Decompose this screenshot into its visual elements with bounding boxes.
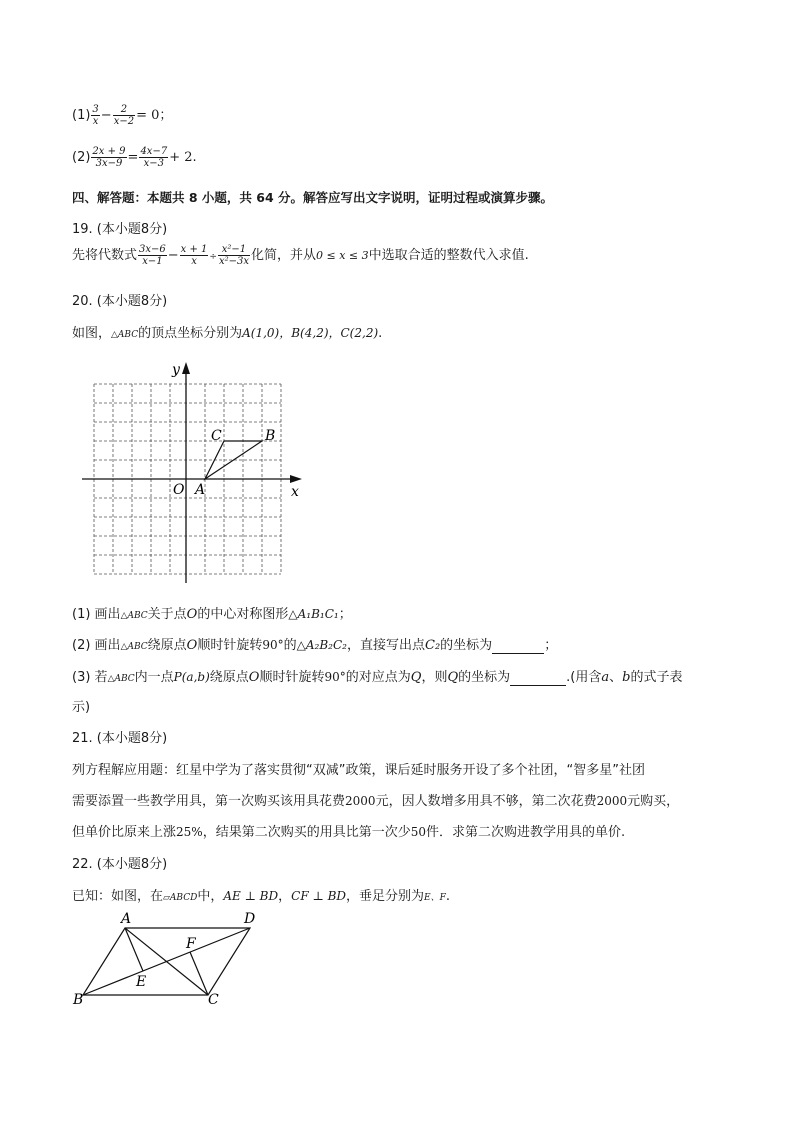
q21-line-3: 但单价比原来上涨25%，结果第二次购买的用具比第一次少50件．求第二次购进教学用具的单价. [72,825,626,840]
equation-1-label: (1) [72,108,91,123]
q20-intro: 如图，△ABC的顶点坐标分别为A(1,0)，B(4,2)，C(2,2). [72,326,383,341]
q20-part-1: (1) 画出△ABC关于点O的中心对称图形△A₁B₁C₁； [72,607,352,622]
answer-blank[interactable] [492,638,544,654]
q21-line-1: 列方程解应用题：红星中学为了落实贯彻“双减”政策，课后延时服务开设了多个社团，“智多星”社团 [72,763,645,778]
fraction: $\frac{4x-7}{x-3}$ [140,146,168,169]
q19-body: 先将代数式 $\frac{3x-6}{x-1}$ − $\frac{x + 1}{x}$ ÷ $\frac{\text{x²−1}}{\text{x²−3x}}$ 化简，并从0 ≤ x ≤ 3中选取合适的整数代入求值. [72,244,529,267]
q21-header: 21. (本小题8分) [72,731,168,746]
q22-header: 22. (本小题8分) [72,857,168,872]
axes [82,362,302,583]
point-b-label: B [265,428,276,444]
point-c-label: C [211,428,222,444]
q20-part-3: (3) 若△ABC内一点P(a,b)绕原点O顺时针旋转90°的对应点为Q，则Q的坐标为 .(用含a、b的式子表 [72,670,683,685]
equation-2: (2) $\frac{2x + 9}{3x-9}$ = $\frac{4x-7}{x-3}$ + 2. [72,146,197,169]
vertex-b-label: B [73,992,84,1008]
q20-part-2: (2) 画出△ABC绕原点O顺时针旋转90°的△A₂B₂C₂，直接写出点C₂的坐标为 ； [72,638,558,653]
vertex-c-label: C [208,992,219,1008]
y-axis-label: y [172,362,180,378]
answer-blank[interactable] [510,670,566,686]
point-f-label: F [186,936,196,952]
coordinate-grid-figure [78,358,308,588]
section-heading: 四、解答题：本题共 8 小题，共 64 分。解答应写出文字说明，证明过程或演算步骤。 [72,190,554,205]
vertex-a-label: A [121,911,132,927]
fraction: $\frac{\text{x²−1}}{\text{x²−3x}}$ [218,244,249,267]
fraction: $\frac{2}{x-2}$ [113,104,135,127]
origin-label: O [173,482,185,498]
q19-header: 19. (本小题8分) [72,222,168,237]
q22-body: 已知：如图，在▱ABCD中，AE ⊥ BD，CF ⊥ BD，垂足分别为E、F. [72,889,450,904]
fraction: $\frac{3}{x}$ [92,104,99,127]
equation-1: (1) $\frac{3}{x}$ − $\frac{2}{x-2}$ = 0； [72,104,173,127]
x-axis-label: x [291,484,299,500]
point-a-label: A [195,482,206,498]
fraction: $\frac{2x + 9}{3x-9}$ [92,146,126,169]
equation-2-label: (2) [72,150,91,165]
fraction: $\frac{x + 1}{x}$ [180,244,208,267]
point-e-label: E [136,974,147,990]
vertex-d-label: D [244,911,256,927]
triangle-abc [205,441,262,479]
segment-ae [125,928,143,971]
q21-line-2: 需要添置一些教学用具，第一次购买该用具花费2000元，因人数增多用具不够，第二次花费2000元购买， [72,794,680,809]
q20-part-3-continued: 示) [72,700,91,715]
fraction: $\frac{3x-6}{x-1}$ [139,244,166,267]
parallelogram-figure [66,908,266,1008]
q20-header: 20. (本小题8分) [72,294,168,309]
segment-cf [190,952,208,995]
